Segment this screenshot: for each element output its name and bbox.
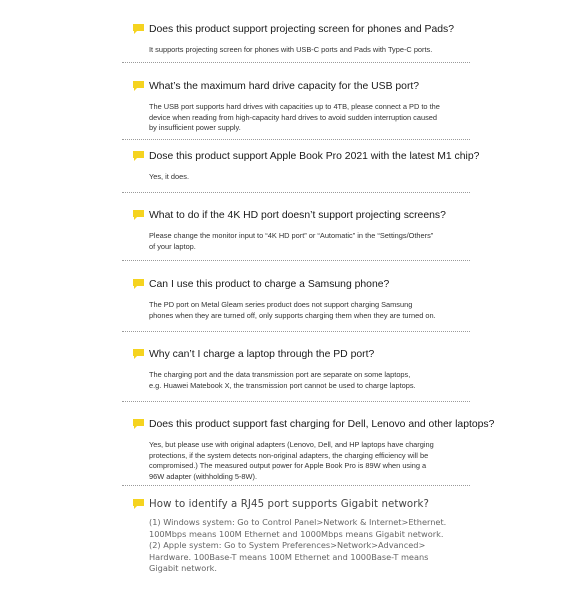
faq-question: Does this product support projecting screen for phones and Pads? bbox=[149, 24, 454, 35]
faq-answer-line: by insufficient power supply. bbox=[149, 123, 241, 132]
faq-answer bbox=[149, 517, 471, 575]
faq-answer-line: device when reading from high-capacity hard drives to avoid sudden interruption caused bbox=[149, 112, 437, 122]
dotted-divider bbox=[122, 192, 470, 193]
faq-answer-line: The charging port and the data transmission port are separate on some laptops, bbox=[149, 370, 411, 379]
speech-bubble-icon bbox=[132, 418, 145, 430]
faq-question: What’s the maximum hard drive capacity for the USB port? bbox=[149, 81, 420, 92]
faq-item bbox=[132, 348, 482, 391]
faq-question-row bbox=[132, 23, 482, 39]
faq-answer-line: 96W adapter (withholding 5-8W). bbox=[149, 471, 258, 481]
faq-item bbox=[132, 23, 482, 56]
faq-answer-line: (2) Apple system: Go to System Preferences>Network>Advanced> bbox=[149, 540, 426, 550]
faq-item bbox=[132, 80, 482, 134]
faq-answer bbox=[149, 102, 479, 134]
faq-question: How to identify a RJ45 port supports Gigabit network? bbox=[149, 499, 430, 510]
faq-answer bbox=[149, 440, 479, 482]
faq-answer-line: 100Mbps means 100M Ethernet and 1000Mbps means Gigabit network. bbox=[149, 528, 444, 539]
dotted-divider bbox=[122, 485, 470, 486]
speech-bubble-icon bbox=[132, 209, 145, 221]
faq-question: Dose this product support Apple Book Pro 2021 with the latest M1 chip? bbox=[149, 151, 480, 162]
faq-question-row bbox=[132, 418, 495, 434]
dotted-divider bbox=[122, 139, 470, 140]
faq-question-row bbox=[132, 209, 482, 225]
faq-answer-line: Gigabit network. bbox=[149, 563, 217, 573]
faq-answer-line: (1) Windows system: Go to Control Panel>Network & Internet>Ethernet. bbox=[149, 517, 447, 527]
dotted-divider bbox=[122, 62, 470, 63]
faq-question: Why can’t I charge a laptop through the PD port? bbox=[149, 349, 375, 360]
dotted-divider bbox=[122, 331, 470, 332]
faq-answer bbox=[149, 370, 479, 391]
speech-bubble-icon bbox=[132, 80, 145, 92]
faq-question-row bbox=[132, 150, 482, 166]
faq-answer-line: The USB port supports hard drives with capacities up to 4TB, please connect a PD to the bbox=[149, 102, 440, 111]
speech-bubble-icon bbox=[132, 150, 145, 162]
faq-question: Can I use this product to charge a Samsung phone? bbox=[149, 279, 390, 290]
speech-bubble-icon bbox=[132, 278, 145, 290]
faq-answer-line: Yes, it does. bbox=[149, 172, 189, 181]
faq-question-row bbox=[132, 80, 482, 96]
faq-item bbox=[132, 150, 482, 183]
faq-answer-line: Hardware. 100Base-T means 100M Ethernet and 1000Base-T means bbox=[149, 551, 429, 562]
faq-item bbox=[132, 209, 482, 252]
faq-question-row bbox=[132, 498, 482, 514]
faq-answer-line: It supports projecting screen for phones with USB-C ports and Pads with Type-C ports. bbox=[149, 45, 433, 54]
faq-answer-line: compromised.) The measured output power for Apple Book Pro is 89W when using a bbox=[149, 461, 427, 470]
faq-answer bbox=[149, 172, 479, 183]
dotted-divider bbox=[122, 260, 470, 261]
faq-answer bbox=[149, 45, 479, 56]
faq-answer bbox=[149, 300, 479, 321]
faq-answer-line: The PD port on Metal Gleam series product does not support charging Samsung bbox=[149, 300, 413, 309]
faq-answer-line: e.g. Huawei Matebook X, the transmission port cannot be used to charge laptops. bbox=[149, 380, 416, 390]
faq-question-row bbox=[132, 278, 482, 294]
faq-answer-line: phones when they are turned off, only supports charging them when they are turned on. bbox=[149, 310, 436, 320]
faq-question: What to do if the 4K HD port doesn’t support projecting screens? bbox=[149, 210, 446, 221]
faq-answer-line: of your laptop. bbox=[149, 241, 196, 251]
speech-bubble-icon bbox=[132, 498, 145, 510]
faq-answer-line: Please change the monitor input to “4K HD port” or “Automatic” in the “Settings/Others” bbox=[149, 231, 434, 240]
speech-bubble-icon bbox=[132, 23, 145, 35]
faq-answer bbox=[149, 231, 479, 252]
faq-question: Does this product support fast charging for Dell, Lenovo and other laptops? bbox=[149, 419, 495, 430]
speech-bubble-icon bbox=[132, 348, 145, 360]
faq-item bbox=[132, 418, 495, 482]
faq-answer-line: Yes, but please use with original adapters (Lenovo, Dell, and HP laptops have charging bbox=[149, 440, 434, 449]
faq-answer-line: protections, if the system detects non-original adapters, the charging efficiency will be bbox=[149, 450, 429, 460]
faq-question-row bbox=[132, 348, 482, 364]
faq-item bbox=[132, 498, 482, 575]
dotted-divider bbox=[122, 401, 470, 402]
faq-item bbox=[132, 278, 482, 321]
